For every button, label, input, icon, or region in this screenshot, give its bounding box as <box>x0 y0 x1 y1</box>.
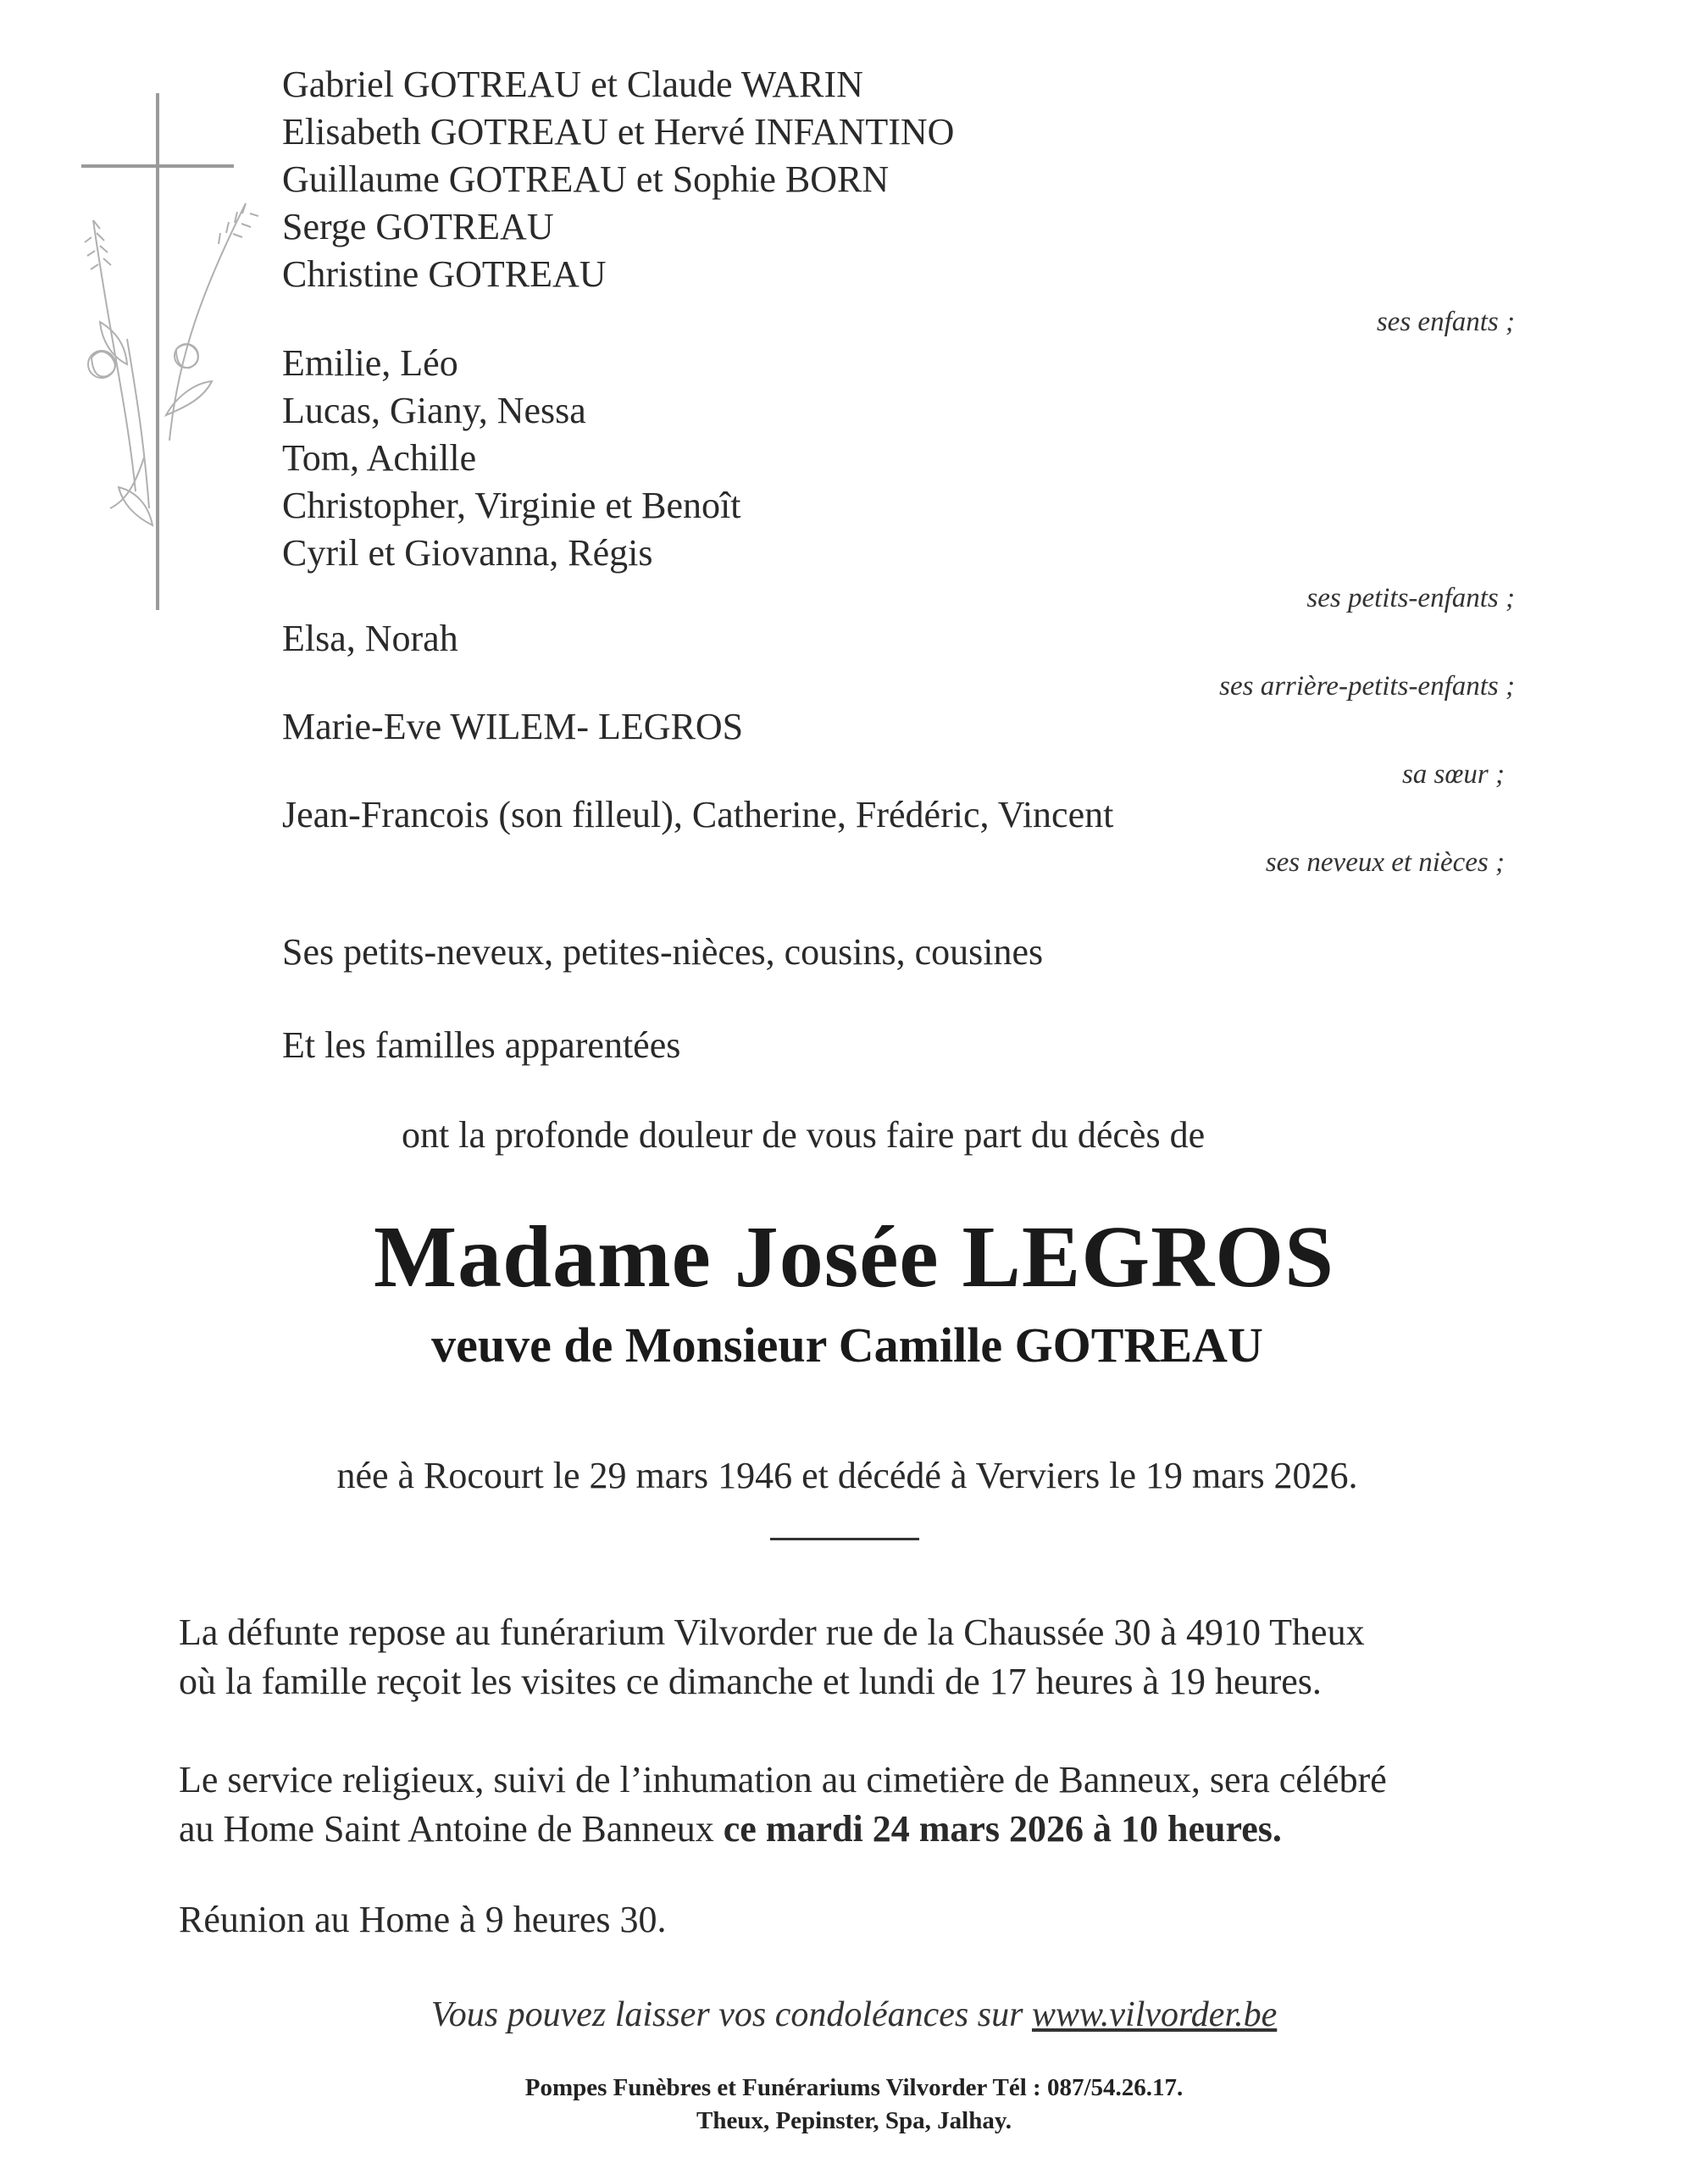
visitation-line: où la famille reçoit les visites ce dimanche et lundi de 17 heures à 19 heures. <box>179 1661 1322 1702</box>
deceased-spouse: veuve de Monsieur Camille GOTREAU <box>431 1317 1263 1373</box>
grandchild-line: Emilie, Léo <box>282 342 458 384</box>
condolences-link[interactable]: www.vilvorder.be <box>1031 1995 1278 2034</box>
deceased-name: Madame Josée LEGROS <box>373 1208 1335 1306</box>
child-line: Guillaume GOTREAU et Sophie BORN <box>282 158 890 200</box>
footer-line-2: Theux, Pepinster, Spa, Jalhay. <box>696 2107 1012 2134</box>
meeting: Réunion au Home à 9 heures 30. <box>179 1899 667 1940</box>
child-line: Gabriel GOTREAU et Claude WARIN <box>282 64 863 105</box>
great-grandchildren-names: Elsa, Norah <box>282 618 458 659</box>
cross-icon <box>76 85 271 619</box>
footer-line-1: Pompes Funèbres et Funérariums Vilvorder Tél : 087/54.26.17. <box>524 2074 1184 2101</box>
related-families: Et les familles apparentées <box>282 1024 681 1066</box>
service-location: au Home Saint Antoine de Banneux <box>179 1808 724 1850</box>
service-line <box>179 1805 1387 1854</box>
visitation-line: La défunte repose au funérarium Vilvorder rue de la Chaussée 30 à 4910 Theux <box>179 1611 1365 1653</box>
great-grandchildren-role: ses arrière-petits-enfants ; <box>1219 671 1515 702</box>
grandchildren-names <box>282 340 740 577</box>
service-datetime: ce mardi 24 mars 2026 à 10 heures. <box>723 1808 1282 1850</box>
condolences-text: Vous pouvez laisser vos condoléances sur <box>430 1995 1032 2034</box>
service-block <box>179 1756 1387 1854</box>
nephews-role: ses neveux et nièces ; <box>1265 847 1505 878</box>
child-line: Elisabeth GOTREAU et Hervé INFANTINO <box>282 111 955 153</box>
children-role: ses enfants ; <box>1376 307 1515 337</box>
grandchildren-role: ses petits-enfants ; <box>1306 583 1515 613</box>
grandchild-line: Lucas, Giany, Nessa <box>282 390 586 431</box>
sister-role: sa sœur ; <box>1401 759 1505 790</box>
condolences <box>0 1994 1708 2035</box>
service-line: Le service religieux, suivi de l’inhumation au cimetière de Banneux, sera célébré <box>179 1759 1387 1800</box>
grandchild-line: Christopher, Virginie et Benoît <box>282 485 741 526</box>
grandchild-line: Cyril et Giovanna, Régis <box>282 532 653 574</box>
child-line: Serge GOTREAU <box>282 206 554 247</box>
grandchild-line: Tom, Achille <box>282 437 477 479</box>
deceased-dates: née à Rocourt le 29 mars 1946 et décédé à Verviers le 19 mars 2026. <box>336 1455 1358 1496</box>
extended-family: Ses petits-neveux, petites-nièces, cousins, cousines <box>282 931 1044 973</box>
nephews-names: Jean-Francois (son filleul), Catherine, Frédéric, Vincent <box>282 794 1114 835</box>
visitation-block <box>179 1608 1365 1706</box>
separator-line <box>770 1538 919 1540</box>
announcement: ont la profonde douleur de vous faire part du décès de <box>402 1114 1206 1156</box>
child-line: Christine GOTREAU <box>282 253 607 295</box>
sister-name: Marie-Eve WILEM- LEGROS <box>282 706 744 747</box>
children-names <box>282 61 954 298</box>
